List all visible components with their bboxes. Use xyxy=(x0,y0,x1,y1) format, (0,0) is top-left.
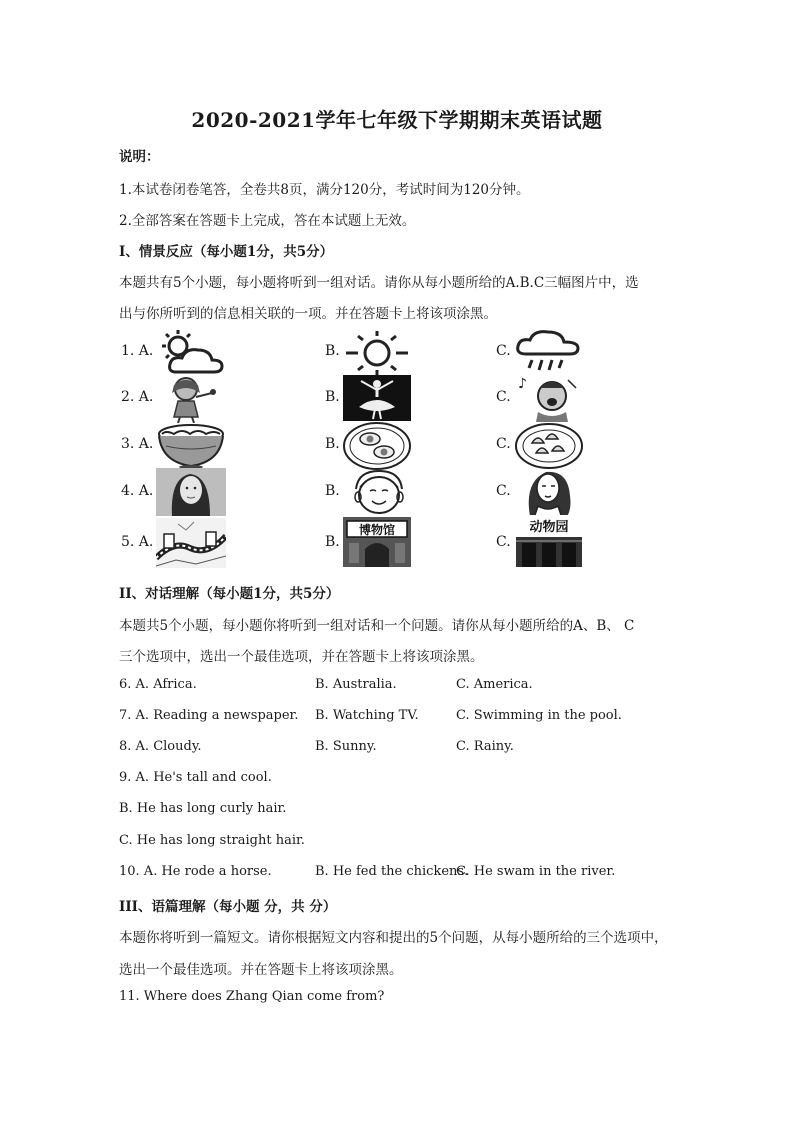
q5-option-c-label: C. xyxy=(496,534,511,550)
svg-text:♪: ♪ xyxy=(518,376,527,392)
q10-option-a: 10. A. He rode a horse. xyxy=(119,864,272,879)
woman-long-hair-picture xyxy=(516,466,582,518)
notes-heading: 说明： xyxy=(119,149,160,165)
q9-option-c: C. He has long straight hair. xyxy=(119,833,305,848)
noodle-bowl-picture xyxy=(156,422,226,470)
dumplings-plate-picture xyxy=(514,421,584,471)
q8-option-b: B. Sunny. xyxy=(315,739,377,754)
man-singing-picture xyxy=(516,374,582,422)
q4-option-a-label: 4. A. xyxy=(121,483,154,499)
note-item-1: 1.本试卷闭卷笔答，全卷共8页，满分120分，考试时间为120分钟。 xyxy=(119,182,530,198)
q3-option-b-label: B. xyxy=(325,436,340,452)
section2-heading: II、对话理解（每小题1分，共5分） xyxy=(119,586,340,602)
q5-option-b-label: B. xyxy=(325,534,340,550)
eggs-plate-picture xyxy=(342,421,412,471)
q6-option-a: 6. A. Africa. xyxy=(119,677,197,692)
q10-option-c: C. He swam in the river. xyxy=(456,864,616,879)
section2-instruction-1: 本题共5个小题，每小题你将听到一组对话和一个问题。请你从每小题所给的A、B、 C xyxy=(119,618,635,634)
woman-photo-picture xyxy=(156,468,226,516)
q9-option-b: B. He has long curly hair. xyxy=(119,801,287,816)
q2-option-c-label: C. xyxy=(496,389,511,405)
note-item-2: 2.全部答案在答题卡上完成，答在本试题上无效。 xyxy=(119,213,416,229)
cartoon-face-picture xyxy=(346,467,412,517)
zoo-picture xyxy=(514,515,584,567)
page-title: 2020-2021学年七年级下学期期末英语试题 xyxy=(191,108,603,132)
q8-option-a: 8. A. Cloudy. xyxy=(119,739,202,754)
q1-option-a-label: 1. A. xyxy=(121,343,154,359)
zoo-sign-text: 动物园 xyxy=(529,520,569,535)
q1-option-c-label: C. xyxy=(496,343,511,359)
q5-option-a-label: 5. A. xyxy=(121,534,154,550)
q9-option-a: 9. A. He's tall and cool. xyxy=(119,770,272,785)
q7-option-b: B. Watching TV. xyxy=(315,708,419,723)
section3-instruction-1: 本题你将听到一篇短文。请你根据短文内容和提出的5个问题，从每小题所给的三个选项中， xyxy=(119,930,668,946)
q1-option-b-label: B. xyxy=(325,343,340,359)
q8-option-c: C. Rainy. xyxy=(456,739,514,754)
q11-question: 11. Where does Zhang Qian come from? xyxy=(119,989,385,1004)
partly-cloudy-icon xyxy=(158,330,226,376)
q4-option-c-label: C. xyxy=(496,483,511,499)
q4-option-b-label: B. xyxy=(325,483,340,499)
sun-icon xyxy=(342,330,412,376)
section1-instruction-2: 出与你所听到的信息相关联的一项。并在答题卡上将该项涂黑。 xyxy=(119,306,497,322)
great-wall-picture xyxy=(156,518,226,568)
q6-option-b: B. Australia. xyxy=(315,677,397,692)
museum-sign-text: 博物馆 xyxy=(358,523,396,537)
q3-option-c-label: C. xyxy=(496,436,511,452)
rain-cloud-icon xyxy=(514,328,582,376)
girl-singing-picture xyxy=(156,375,222,423)
q2-option-a-label: 2. A. xyxy=(121,389,154,405)
q7-option-a: 7. A. Reading a newspaper. xyxy=(119,708,299,723)
section2-instruction-2: 三个选项中，选出一个最佳选项，并在答题卡上将该项涂黑。 xyxy=(119,649,484,665)
section1-heading: I、情景反应（每小题1分，共5分） xyxy=(119,244,334,260)
museum-picture xyxy=(343,517,411,567)
section3-heading: III、语篇理解（每小题 分，共 分） xyxy=(119,899,337,915)
q6-option-c: C. America. xyxy=(456,677,533,692)
q3-option-a-label: 3. A. xyxy=(121,436,154,452)
ballet-dancer-picture xyxy=(343,375,411,421)
q10-option-b: B. He fed the chickens. xyxy=(315,864,469,879)
section3-instruction-2: 选出一个最佳选项。并在答题卡上将该项涂黑。 xyxy=(119,962,403,978)
q7-option-c: C. Swimming in the pool. xyxy=(456,708,622,723)
section1-instruction-1: 本题共有5个小题，每小题将听到一组对话。请你从每小题所给的A.B.C三幅图片中，选 xyxy=(119,275,639,291)
q2-option-b-label: B. xyxy=(325,389,340,405)
